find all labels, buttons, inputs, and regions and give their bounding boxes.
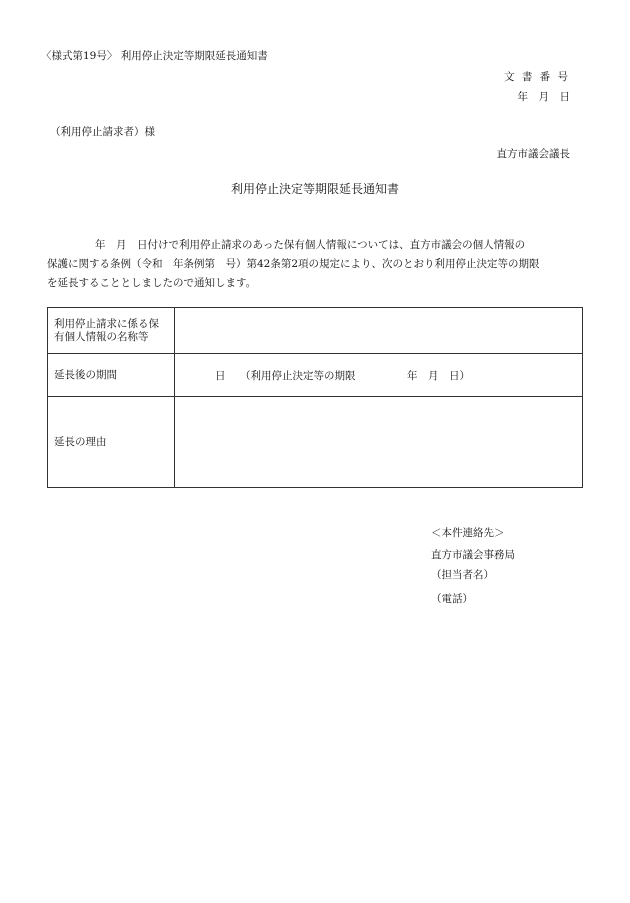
addressee: （利用停止請求者）様: [50, 126, 155, 138]
period-deadline-label: （利用停止決定等の期限: [240, 370, 356, 382]
contact-heading: ＜本件連絡先＞: [431, 527, 505, 539]
body-text: [47, 236, 587, 293]
table-row: [48, 354, 583, 397]
table-row: [48, 308, 583, 354]
contact-office: 直方市議会事務局: [431, 549, 515, 561]
info-name-value: [175, 308, 583, 354]
form-label: 〈様式第19号〉 利用停止決定等期限延長通知書: [41, 50, 268, 62]
info-table: [47, 307, 583, 488]
contact-person: （担当者名）: [431, 569, 494, 581]
extension-reason-label: 延長の理由: [48, 397, 175, 488]
table-row: [48, 397, 583, 488]
body-line-1: 年 月 日付けで利用停止請求のあった保有個人情報については、直方市議会の個人情報の: [95, 239, 526, 251]
period-day: 日: [215, 370, 226, 382]
extension-period-value: [175, 354, 583, 397]
body-line-2: 保護に関する条例（令和 年条例第 号）第42条第2項の規定により、次のとおり利用停止決定等の期限: [47, 258, 540, 270]
document-title: 利用停止決定等期限延長通知書: [230, 182, 399, 196]
extension-period-label: 延長後の期間: [48, 354, 175, 397]
body-line-3: を延長することとしましたので通知します。: [47, 277, 257, 289]
document-number: 文 書 番 号: [503, 71, 570, 83]
info-name-label: 利用停止請求に係る保有個人情報の名称等: [48, 308, 175, 354]
document-date: 年 月 日: [517, 91, 570, 103]
contact-phone: （電話）: [431, 593, 473, 605]
sender: 直方市議会議長: [496, 148, 570, 160]
period-deadline-date: 年 月 日）: [407, 370, 470, 382]
extension-reason-value: [175, 397, 583, 488]
